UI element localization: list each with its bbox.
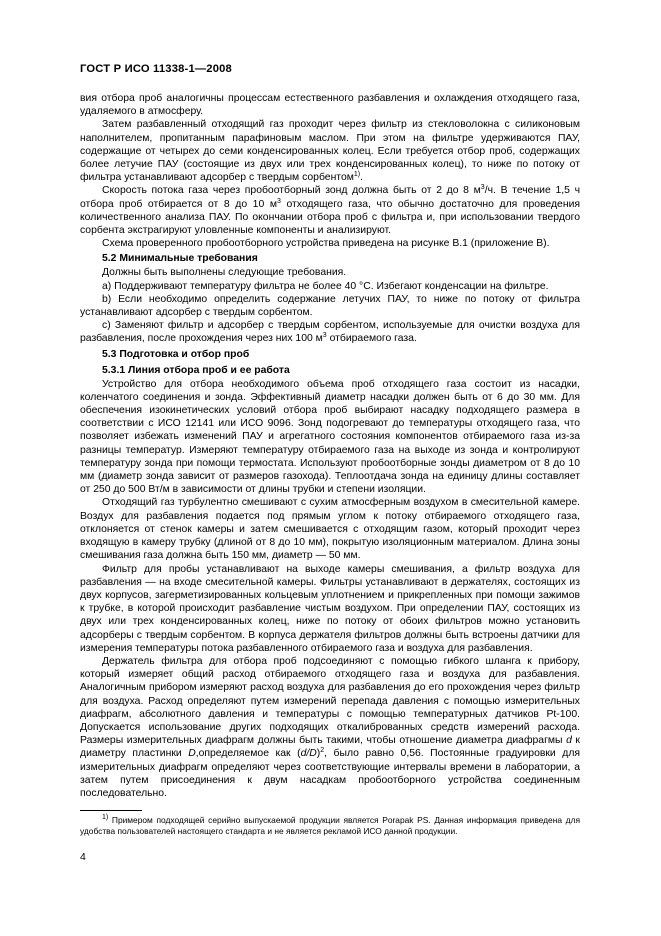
- paragraph-text: /ч. В течение 1,5 ч отбора проб отбирается от 8 до 10 м: [80, 185, 580, 210]
- paragraph-text: Затем разбавленный отходящий газ проходит через фильтр из стекловолокна с силиконовым наполнителем, пропитанным парафиновым маслом. При этом на фильтре удерживаются ПАУ, содержащие от четырех до семи конденсированных колец. Если требуется отбор проб, содержащих более летучие ПАУ (состоящие из двух или трех конденсированных колец), то ниже по потоку от фильтра устанавливают адсорбер с твердым сорбентом: [80, 119, 580, 184]
- symbol-d: d: [566, 735, 572, 747]
- footnote-text: Примером подходящей серийно выпускаемой продукции является Porapak PS. Данная информация приведена для удобства пользователей настоящего стандарта и не является рекламой ИСО данной продукции.: [80, 815, 580, 837]
- paragraph-requirements-intro: Должны быть выполнены следующие требования.: [102, 267, 347, 279]
- paragraph-flow-measurement: [80, 655, 580, 800]
- paragraph-text: ,определяемое как (: [195, 748, 301, 760]
- paragraph-text: .: [360, 172, 363, 184]
- footnote: [80, 815, 580, 837]
- paragraph-text: с) Заменяют фильтр и адсорбер с твердым сорбентом, используемые для очистки воздуха для разбавления, после прохождения через них 100 м: [80, 320, 580, 345]
- footnote-marker: 1): [102, 814, 109, 821]
- section-heading-5-2: 5.2 Минимальные требования: [102, 253, 258, 265]
- document-body: [80, 92, 580, 800]
- paragraph-filter: [80, 118, 580, 184]
- paragraph-text: ): [316, 748, 321, 760]
- page-number: 4: [80, 852, 86, 863]
- paragraph-text: отходящего газа, что обычно достаточно для проведения количественного анализа ПАУ. По окончании отбора проб с фильтра и, при использовании твердого сорбента экстрагируют уловленные компоненты и анализируют.: [80, 198, 580, 237]
- footnote-divider: [80, 810, 142, 811]
- section-heading-5-3: 5.3 Подготовка и отбор проб: [102, 348, 250, 360]
- paragraph-sampling-device: Устройство для отбора необходимого объема проб отходящего газа состоит из насадки, коленчатого соединения и зонда. Эффективный диаметр насадки должен быть от 6 до 30 мм. Для обеспечения изокинетических условий отбора проб выбирают насадку подходящего размера в соответствии с ИСО 12141 или ИСО 9096. Зонд подогревают до температуры отходящего газа, что позволяет избежать изменений ПАУ и агрегатного состояния компонентов отбираемого газа из-за разницы температур. Измеряют температуру отбираемого газа на выходе из зонда и контролируют температуру зонда при помощи термостата. Используют пробоотборные зонды диаметром от 8 до 10 мм (диаметр зонда зависит от размеров газохода). Теплоотдача зонда на единицу длины составляет от 250 до 500 Вт/м в зависимости от длины трубки и степени изоляции.: [80, 378, 580, 496]
- footnote-ref: 1): [353, 171, 361, 179]
- paragraph-text: , было равно 0,56. Постоянные градуировки для измерительных диафрагм определяют через соответствующие интервалы времени в лаборатории, а затем путем присоединения к двум насадкам пробоотборного устройства соединенным последовательно.: [80, 748, 581, 799]
- paragraph-mixing-chamber: Отходящий газ турбулентно смешивают с сухим атмосферным воздухом в смесительной камере. Воздух для разбавления подается под прямым углом к потоку отбираемого отходящего газа, отклоняется от стенок камеры и затем смешивается с отходящим газом, который проходит через входящую в камеру трубку (длиной от 8 до 10 мм), покрытую изоляционным материалом. Длина зоны смешивания газа должна быть 150 мм, диаметр — 50 мм.: [80, 497, 580, 562]
- document-header: ГОСТ Р ИСО 11338-1—2008: [80, 63, 232, 75]
- unit-superscript: 3: [322, 332, 327, 340]
- paragraph-text: Скорость потока газа через пробоотборный зонд должна быть от 2 до 8 м: [102, 185, 481, 197]
- paragraph-continuation: вия отбора проб аналогичны процессам естественного разбавления и охлаждения отходящего газа, удаляемого в атмосферу.: [80, 93, 580, 118]
- unit-superscript: 3: [480, 184, 485, 192]
- paragraph-text: к диаметру пластинки: [80, 735, 580, 760]
- section-heading-5-3-1: 5.3.1 Линия отбора проб и ее работа: [102, 364, 290, 376]
- paragraph-filters: Фильтр для пробы устанавливают на выходе камеры смешивания, а фильтр воздуха для разбавления — на входе смесительной камеры. Фильтры устанавливают в держателях, состоящих из двух корпусов, загерметизированных кольцевым уплотнением и прикрепленных при помощи зажимов к трубке, в которой происходит разбавление чистым воздухом. При определении ПАУ, состоящих из двух или трех конденсированных колец, ниже по потоку от обоих фильтров можно установить адсорберы с твердым сорбентом. В корпуса держателя фильтров должны быть встроены датчики для измерения температуры потока разбавленного отбираемого газа и воздуха для разбавления.: [80, 563, 580, 654]
- requirement-item-b: b) Если необходимо определить содержание летучих ПАУ, то ниже по потоку от фильтра устанавливают адсорбер с твердым сорбентом.: [80, 293, 580, 319]
- requirement-item-c: [80, 319, 580, 345]
- symbol-D: D: [188, 748, 196, 760]
- ratio-symbol: d/D: [300, 748, 317, 760]
- exponent-superscript: 2: [320, 747, 325, 755]
- unit-superscript: 3: [276, 197, 281, 205]
- requirement-item-a: а) Поддерживают температуру фильтра не более 40 °С. Избегают конденсации на фильтре.: [102, 280, 549, 292]
- paragraph-text: отбираемого газа.: [326, 333, 417, 345]
- paragraph-text: Держатель фильтра для отбора проб подсоединяют с помощью гибкого шланга к прибору, который измеряет общий расход отбираемого отходящего газа и воздуха для разбавления. Аналогичным прибором измеряют расход воздуха для разбавления до его прохождения через фильтр для воздуха. Расход определяют путем измерений перепада давления с помощью измерительных диафрагм, абсолютного давления и температуры с помощью температурных датчиков Pt-100. Допускается использование других подходящих откалиброванных средств измерений расхода. Размеры измерительных диафрагм должны быть такими, чтобы отношение диаметра диафрагмы: [80, 655, 580, 747]
- paragraph-flow-rate: [80, 184, 580, 237]
- paragraph-scheme-ref: Схема проверенного пробоотборного устройства приведена на рисунке В.1 (приложение В).: [102, 238, 550, 250]
